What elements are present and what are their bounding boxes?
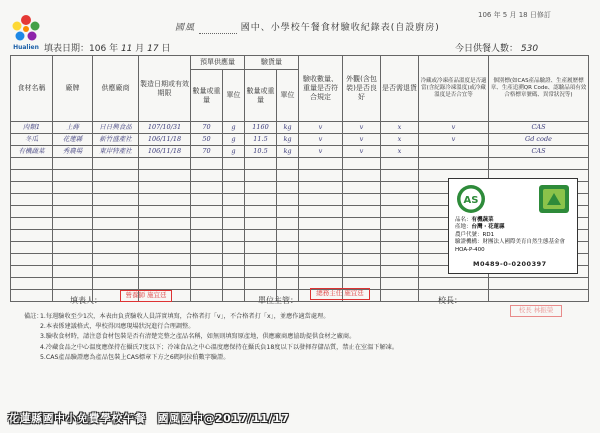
cell-food: 肉類1 <box>11 122 53 134</box>
note-item: 2.本表係建議格式，學校得因應現場狀況進行合理調整。 <box>40 323 195 331</box>
col-supplier: 供應廠商 <box>93 56 139 122</box>
unit-label: 單位主管： <box>258 296 298 305</box>
cell-cert: Gd code <box>489 134 589 146</box>
cell-recv-unit: kg <box>277 134 299 146</box>
col-check: 驗收數量、重量是否符合規定 <box>299 56 343 122</box>
svg-text:AS: AS <box>463 195 479 206</box>
col-pack: 外觀(含包裝)是否良好 <box>343 56 381 122</box>
cell-temp: v <box>419 122 489 134</box>
cell-pred-qty: 70 <box>191 146 223 158</box>
cell-check: v <box>299 146 343 158</box>
cell-pred-qty: 70 <box>191 122 223 134</box>
cell-date: 106/11/18 <box>139 134 191 146</box>
document-title <box>175 20 440 34</box>
col-temp: 冷藏或冷凍產品溫度是否適當(含紀錄冷凍溫度)或冷藏溫度是否合宜等 <box>419 56 489 122</box>
cell-check: v <box>299 122 343 134</box>
fill-date-day: 17 <box>147 44 159 54</box>
logo-caption: Hualien <box>13 44 39 51</box>
col-dates: 製造日期或有效期限 <box>139 56 191 122</box>
blank-row <box>11 158 589 170</box>
col-brand: 廠牌 <box>53 56 93 122</box>
cell-temp: v <box>419 134 489 146</box>
cell-reject: x <box>381 134 419 146</box>
filler-stamp: 營養師 施宜廷 <box>120 290 172 302</box>
table-row <box>11 122 589 134</box>
cell-reject: x <box>381 122 419 134</box>
principal-stamp: 校長 林振榮 <box>510 305 562 317</box>
cell-cert: CAS <box>489 146 589 158</box>
fill-date-label: 填表日期：106 <box>44 44 107 54</box>
cell-pred-unit: g <box>223 134 245 146</box>
cell-pack: v <box>343 146 381 158</box>
cell-brand: 花蓮縣 <box>53 134 93 146</box>
col-pred-unit: 單位 <box>223 70 245 122</box>
col-reject: 是否需退貨 <box>381 56 419 122</box>
certification-marks-icon <box>455 183 573 215</box>
cert-hoa: HOA-P-400 <box>455 246 485 253</box>
cell-pred-qty: 50 <box>191 134 223 146</box>
revision-date: 106 年 5 月 18 日修訂 <box>478 11 551 19</box>
col-pred-qty: 數量或重量 <box>191 70 223 122</box>
col-recv-group: 驗貨量 <box>245 56 299 70</box>
cell-brand: 上蒔 <box>53 122 93 134</box>
blank-row <box>11 278 589 290</box>
cert-agency: 驗證機構：財團法人國際美育自然生態基金會 <box>455 239 566 246</box>
cell-supplier: 日日興食品 <box>93 122 139 134</box>
cell-recv-unit: kg <box>277 122 299 134</box>
footer-caption: 花蓮縣國中小免費學校午餐 國風國中@2017/11/17 <box>8 412 290 425</box>
cell-recv-qty: 11.5 <box>245 134 277 146</box>
meal-count <box>455 41 538 54</box>
cell-reject: x <box>381 146 419 158</box>
school-name: 國風 <box>175 23 196 33</box>
table-row <box>11 134 589 146</box>
notes <box>24 312 580 363</box>
cell-pack: v <box>343 122 381 134</box>
cell-brand: 秀農場 <box>53 146 93 158</box>
cert-code: M0489-0-0200397 <box>473 260 547 268</box>
cell-recv-qty: 10.5 <box>245 146 277 158</box>
fill-date: 填表日期：106 年 11 月 17 日 <box>44 44 171 54</box>
cell-food: 冬瓜 <box>11 134 53 146</box>
note-item: 3.驗收食材時，請注意食材包裝是否有清楚完整之產品名稱，如無則填寫原產地，供應廠商應協助提供食材之廠商。 <box>40 333 356 341</box>
filler-label: 填表人： <box>70 296 102 305</box>
fill-date-month: 11 <box>120 44 133 54</box>
cert-product: 有機蔬菜 <box>471 217 494 223</box>
cert-origin: 台灣・花蓮縣 <box>471 224 505 231</box>
col-pred-group: 預單供應量 <box>191 56 245 70</box>
col-food: 食材名稱 <box>11 56 53 122</box>
cell-supplier: 新竹盛產社 <box>93 134 139 146</box>
table-row <box>11 146 589 158</box>
cell-food: 有機蔬菜 <box>11 146 53 158</box>
cell-pred-unit: g <box>223 122 245 134</box>
col-recv-unit: 單位 <box>277 70 299 122</box>
cell-recv-unit: kg <box>277 146 299 158</box>
meal-count-label: 今日供餐人數： <box>455 44 519 54</box>
certificate-text: 品名：有機蔬菜 產地：台灣・花蓮縣 農戶代號：RD1 驗證機構：財團法人國際美育自然生態基金會 HOA-P-400 <box>455 217 573 254</box>
cell-recv-qty: 1160 <box>245 122 277 134</box>
note-item: 1.每週驗收至少1次，本表由負責驗收人員詳實填寫，合格者打「v」，不合格者打「x」，並應作適當處理。 <box>40 313 330 320</box>
col-cert: 個別標(如CAS產品驗證、生產履歷標章、生產追溯QR Code、認驗品項有效合格標章號碼、異常狀況等) <box>489 56 589 122</box>
cell-cert: CAS <box>489 122 589 134</box>
cell-check: v <box>299 134 343 146</box>
title-text: 國中、小學校午餐食材驗收紀錄表(自設廚房) <box>240 23 440 33</box>
principal-label: 校長： <box>438 296 462 305</box>
cell-date: 106/11/18 <box>139 146 191 158</box>
cell-supplier: 東岸特產社 <box>93 146 139 158</box>
cert-farmer: RD1 <box>482 231 495 238</box>
col-recv-qty: 數量或重量 <box>245 70 277 122</box>
meal-count-value: 530 <box>520 44 539 54</box>
organic-certificate-label <box>448 178 578 274</box>
cell-date: 107/10/31 <box>139 122 191 134</box>
cell-temp <box>419 146 489 158</box>
note-item: 4.冷藏食品之中心溫度應保持在攝氏7度以下；冷凍食品之中心溫度應保持在攝氏負18度以下以發揮存儲品質，禁止在室溫下解凍。 <box>40 343 399 351</box>
note-item: 5.CAS產品驗證應為產品包裝上CAS標章下方之6碼阿拉伯數字驗證。 <box>40 353 230 361</box>
cell-pack: v <box>343 134 381 146</box>
notes-label: 備註： <box>24 313 43 320</box>
cell-pred-unit: g <box>223 146 245 158</box>
unit-stamp: 總務主任 施宜廷 <box>310 288 370 300</box>
